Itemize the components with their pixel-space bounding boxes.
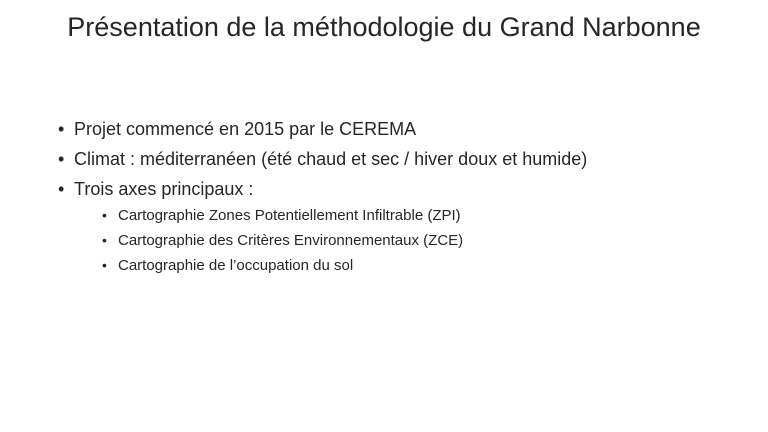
sub-bullet-text: Cartographie de l’occupation du sol bbox=[118, 257, 354, 274]
bullet-icon: • bbox=[58, 149, 65, 169]
slide-title: Présentation de la méthodologie du Grand Narbonne bbox=[67, 12, 701, 42]
sub-bullet-list bbox=[74, 206, 738, 275]
bullet-list bbox=[58, 118, 738, 283]
bullet-text: Trois axes principaux : bbox=[74, 179, 254, 199]
bullet-icon: • bbox=[102, 257, 107, 273]
sub-bullet-item bbox=[74, 231, 738, 250]
sub-bullet-text: Cartographie Zones Potentiellement Infiltrable (ZPI) bbox=[118, 207, 461, 224]
sub-bullet-item bbox=[74, 206, 738, 225]
sub-bullet-text: Cartographie des Critères Environnementaux (ZCE) bbox=[118, 232, 464, 249]
bullet-icon: • bbox=[102, 207, 107, 223]
bullet-icon: • bbox=[58, 179, 65, 199]
bullet-item bbox=[58, 178, 738, 275]
bullet-text: Climat : méditerranéen (été chaud et sec / hiver doux et humide) bbox=[74, 149, 588, 169]
bullet-text: Projet commencé en 2015 par le CEREMA bbox=[74, 119, 417, 139]
bullet-item bbox=[58, 148, 738, 170]
sub-bullet-item bbox=[74, 256, 738, 275]
bullet-icon: • bbox=[58, 119, 65, 139]
bullet-item bbox=[58, 118, 738, 140]
bullet-icon: • bbox=[102, 232, 107, 248]
